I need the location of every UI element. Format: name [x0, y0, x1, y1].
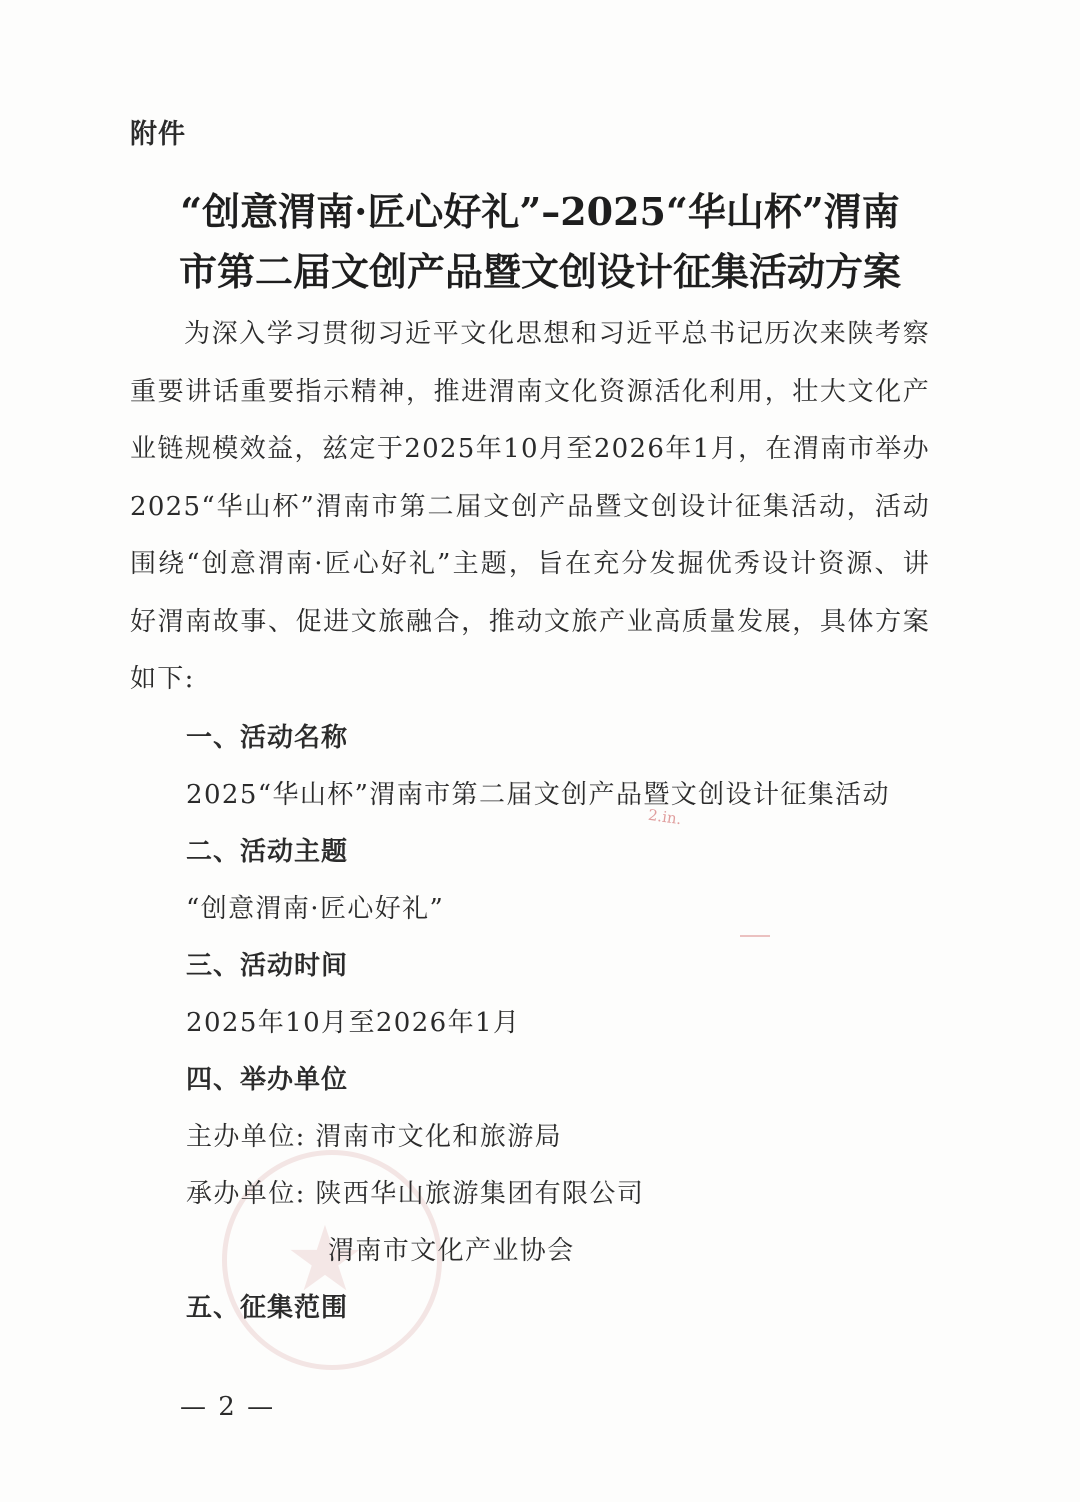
organizer-unit-2: 渭南市文化产业协会 — [328, 1236, 575, 1266]
section-1-text: 2025“华山杯”渭南市第二届文创产品暨文创设计征集活动 — [186, 780, 890, 810]
host-unit: 主办单位: 渭南市文化和旅游局 — [186, 1122, 563, 1152]
attachment-label: 附件 — [130, 119, 186, 150]
document-title — [120, 182, 960, 302]
section-3-text: 2025年10月至2026年1月 — [186, 1008, 521, 1038]
organizer-unit-1: 承办单位: 陕西华山旅游集团有限公司 — [186, 1179, 645, 1209]
section-4-heading: 四、举办单位 — [186, 1065, 349, 1095]
title-line-1: “创意渭南·匠心好礼”–2025“华山杯”渭南 — [180, 189, 900, 234]
intro-paragraph: 为深入学习贯彻习近平文化思想和习近平总书记历次来陕考察重要讲话重要指示精神，推进渭南文化资源活化利用，壮大文化产业链规模效益，兹定于2025年10月至2026年1月，在渭南市举办2025“华山杯”渭南市第二届文创产品暨文创设计征集活动，活动围绕“创意渭南·匠心好礼”主题，旨在充分发掘优秀设计资源、讲好渭南故事、促进文旅融合，推动文旅产业高质量发展，具体方案如下: — [130, 319, 930, 694]
section-3-heading: 三、活动时间 — [186, 951, 349, 981]
handwritten-mark: 2.in. — [646, 805, 683, 829]
title-line-2: 市第二届文创产品暨文创设计征集活动方案 — [178, 249, 901, 294]
section-5-heading: 五、征集范围 — [186, 1293, 349, 1323]
section-2-text: “创意渭南·匠心好礼” — [186, 894, 445, 924]
section-2-heading: 二、活动主题 — [186, 837, 349, 867]
section-1-heading: 一、活动名称 — [186, 723, 349, 753]
red-mark — [740, 935, 770, 937]
page-number: — 2 — — [180, 1392, 276, 1422]
seal-star-icon: ★ — [284, 1207, 366, 1312]
